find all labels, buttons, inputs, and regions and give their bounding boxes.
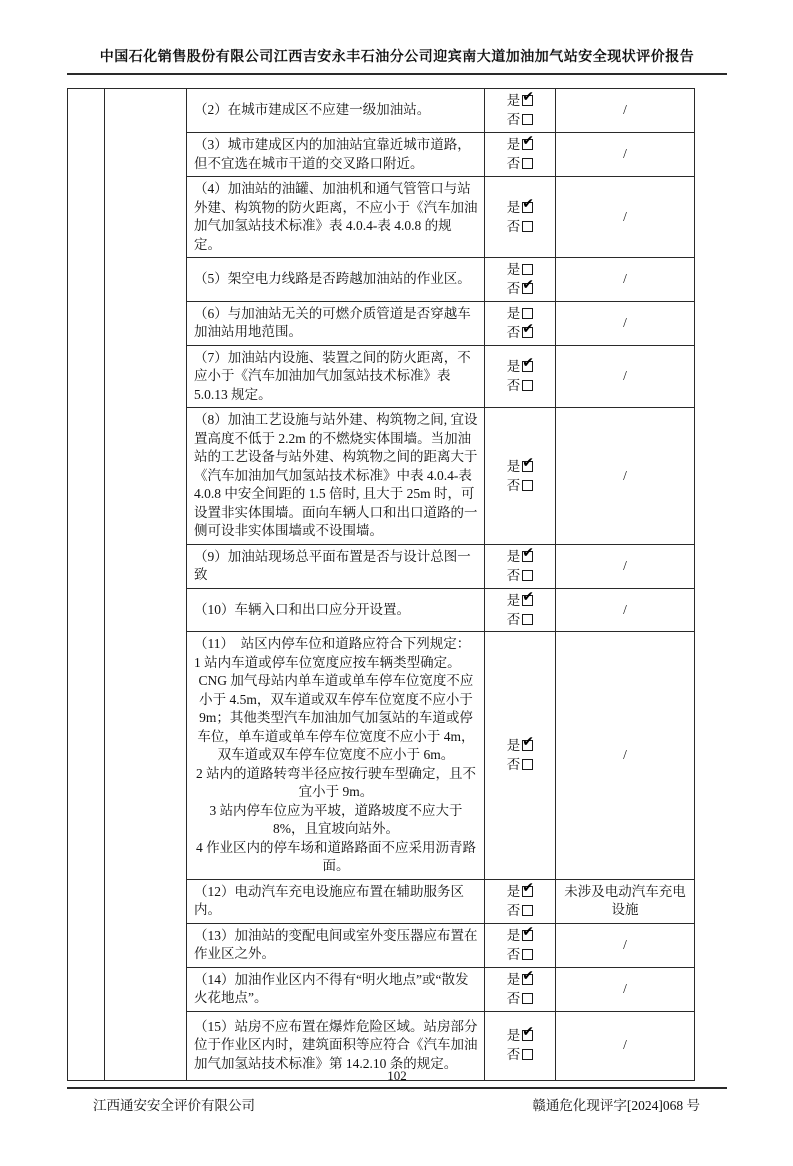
report-footer (67, 1068, 727, 1114)
no-option (507, 989, 534, 1008)
remark-cell: / (556, 177, 695, 258)
requirement-cell (187, 544, 485, 588)
requirement-text: CNG 加气母站内单车道或单车停车位宽度不应小于 4.5m，双车道或双车停车位宽度不应小于 9m；其他类型汽车加油加气加氢站的车道或停车位，单车道或单车停车位宽度不应小于 4m，双车道或双车停车位宽度不应小于 6m。 (197, 673, 477, 762)
remark-cell: / (556, 544, 695, 588)
yes-checkbox (522, 734, 534, 751)
requirement-text: （11） 站区内停车位和道路应符合下列规定： (194, 636, 471, 651)
yes-no-stack (507, 736, 534, 774)
yes-option-label: 是 (506, 927, 521, 943)
requirement-text: 2 站内的道路转弯半径应按行驶车型确定，且不宜小于 9m。 (195, 765, 477, 799)
yes-option-label: 是 (506, 548, 521, 564)
yes-checkbox (522, 1024, 534, 1041)
no-checkbox (522, 380, 533, 391)
no-checkbox (522, 277, 534, 294)
no-checkbox (522, 158, 533, 169)
no-option (507, 755, 534, 774)
yes-no-stack (507, 91, 534, 129)
footer-company: 江西通安安全评价有限公司 (93, 1098, 255, 1113)
yes-option-label: 是 (506, 738, 521, 753)
remark-cell: / (556, 133, 695, 177)
yes-no-stack (507, 135, 534, 173)
remark-cell: / (556, 345, 695, 408)
yes-option-label: 是 (506, 137, 521, 153)
yes-no-stack (507, 1026, 534, 1064)
yes-no-stack (506, 195, 534, 236)
yes-no-cell (485, 879, 556, 923)
no-option (506, 320, 534, 342)
checkmark-icon: ✔ (522, 967, 534, 984)
yes-no-stack (506, 454, 534, 495)
requirement-cell (187, 632, 485, 880)
yes-option (507, 91, 534, 110)
no-option-label: 否 (506, 567, 521, 583)
yes-checkbox (522, 588, 534, 606)
yes-option (506, 879, 534, 901)
requirement-cell (187, 258, 485, 302)
no-option (507, 110, 534, 129)
no-option-label: 否 (506, 156, 521, 172)
yes-no-stack (507, 304, 534, 342)
yes-no-cell (485, 588, 556, 632)
yes-option-label: 是 (506, 359, 521, 374)
no-checkbox (522, 1049, 533, 1060)
remark-cell: / (556, 301, 695, 345)
yes-option-label: 是 (506, 305, 521, 321)
checklist-table (67, 88, 695, 1081)
no-option-label: 否 (506, 902, 521, 918)
yes-checkbox (522, 967, 534, 985)
no-option (507, 945, 534, 964)
yes-checkbox (522, 544, 534, 562)
yes-no-cell (485, 632, 556, 880)
yes-checkbox (522, 133, 534, 150)
no-option (507, 476, 534, 495)
requirement-cell (187, 177, 485, 258)
no-option-label: 否 (506, 477, 521, 493)
remark-cell: / (556, 258, 695, 302)
checkmark-icon: ✔ (522, 89, 534, 106)
yes-checkbox (522, 308, 533, 319)
no-option (507, 566, 534, 585)
requirement-text: （15）站房不应布置在爆炸危险区域。站房部分位于作业区内时，建筑面积等应符合《汽车加油加气加氢站技术标准》第 14.2.10 条的规定。 (194, 1018, 478, 1071)
page-number: 102 (387, 1068, 407, 1083)
yes-option-label: 是 (506, 971, 521, 987)
yes-no-cell (485, 544, 556, 588)
yes-checkbox (522, 454, 534, 472)
yes-no-stack (507, 260, 534, 298)
no-option (507, 901, 534, 920)
remark-cell: 未涉及电动汽车充电设施 (556, 879, 695, 923)
yes-no-cell (485, 89, 556, 133)
no-checkbox (522, 480, 533, 491)
yes-option-label: 是 (506, 262, 521, 277)
yes-no-stack (506, 544, 534, 585)
yes-no-cell (485, 923, 556, 967)
yes-no-cell (485, 967, 556, 1011)
checklist-row (68, 89, 695, 133)
yes-option (507, 736, 534, 755)
yes-option-label: 是 (506, 592, 521, 608)
no-checkbox (522, 949, 533, 960)
no-checkbox (522, 905, 533, 916)
requirement-text: （13）加油站的变配电间或室外变压器应布置在作业区之外。 (194, 927, 478, 961)
yes-option (507, 1026, 534, 1045)
requirement-text: （12）电动汽车充电设施应布置在辅助服务区内。 (194, 883, 464, 917)
requirement-text: 4 作业区内的停车场和道路路面不应采用沥青路面。 (195, 839, 477, 873)
requirement-cell (187, 345, 485, 408)
report-page (0, 46, 793, 1166)
checkmark-icon: ✔ (522, 454, 534, 471)
remark-cell: / (556, 967, 695, 1011)
yes-no-cell (485, 133, 556, 177)
yes-option-label: 是 (506, 199, 521, 215)
requirement-text: （3）城市建成区内的加油站宜靠近城市道路，但不宜选在城市干道的交叉路口附近。 (194, 137, 471, 171)
spacer-col-2 (105, 89, 187, 1081)
requirement-text: （14）加油作业区内不得有“明火地点”或“散发火花地点”。 (194, 971, 469, 1005)
requirement-cell (187, 588, 485, 632)
requirement-text: （2）在城市建成区不应建一级加油站。 (194, 102, 431, 118)
checkmark-icon: ✔ (522, 1024, 534, 1041)
yes-checkbox (522, 264, 533, 275)
no-checkbox (522, 570, 533, 581)
checkmark-icon: ✔ (522, 544, 534, 561)
checkmark-icon: ✔ (522, 588, 534, 605)
checkmark-icon: ✔ (522, 923, 534, 940)
checkmark-icon: ✔ (522, 277, 534, 293)
no-option-label: 否 (506, 1047, 521, 1063)
requirement-cell (187, 133, 485, 177)
requirement-text: （4）加油站的油罐、加油机和通气管管口与站外建、构筑物的防火距离，不应小于《汽车加油加气加氢站技术标准》表 4.0.4-表 4.0.8 的规定。 (194, 181, 478, 252)
report-header (67, 46, 727, 75)
requirement-cell (187, 89, 485, 133)
page-title: 中国石化销售股份有限公司江西吉安永丰石油分公司迎宾南大道加油加气站安全现状评价报告 (99, 50, 695, 65)
requirement-cell (187, 879, 485, 923)
no-option (507, 217, 534, 236)
yes-no-stack (506, 923, 534, 964)
yes-option (506, 454, 534, 476)
no-option-label: 否 (506, 324, 521, 340)
no-option (507, 376, 534, 395)
no-option-label: 否 (506, 378, 521, 393)
checkmark-icon: ✔ (522, 133, 534, 150)
no-option-label: 否 (506, 281, 521, 296)
no-checkbox (522, 221, 533, 232)
spacer-col-1 (68, 89, 105, 1081)
requirement-text: （8）加油工艺设施与站外建、构筑物之间, 宜设置高度不低于 2.2m 的不燃烧实体围墙。当加油站的工艺设备与站外建、构筑物之间的距离大于《汽车加油加气加氢站技术标准》中表 4.0.4-表 4.0.8 中安全间距的 1.5 倍时, 且大于 25m 时，可设置非实体围墙。面向车辆人口和出口道路的一侧可设非实体围墙或不设围墙。 (194, 412, 478, 538)
no-checkbox (522, 759, 533, 770)
yes-option-label: 是 (506, 1028, 521, 1044)
no-option (507, 154, 534, 173)
yes-checkbox (522, 89, 534, 106)
yes-no-cell (485, 345, 556, 408)
no-checkbox (522, 320, 534, 338)
no-checkbox (522, 614, 533, 625)
no-option (507, 1045, 534, 1064)
yes-option (506, 967, 534, 989)
yes-checkbox (522, 923, 534, 941)
remark-cell: / (556, 408, 695, 545)
yes-option-label: 是 (506, 458, 521, 474)
yes-no-cell (485, 301, 556, 345)
yes-option (506, 588, 534, 610)
requirement-text: 1 站内车道或停车位宽度应按车辆类型确定。 (194, 654, 461, 670)
yes-no-stack (506, 879, 534, 920)
no-option (507, 610, 534, 629)
yes-checkbox (522, 195, 534, 213)
requirement-cell (187, 967, 485, 1011)
remark-cell: / (556, 89, 695, 133)
yes-option (507, 357, 534, 376)
yes-option-label: 是 (506, 883, 521, 899)
yes-checkbox (522, 355, 534, 372)
yes-option (506, 923, 534, 945)
yes-option-label: 是 (506, 93, 521, 109)
yes-option (507, 135, 534, 154)
yes-no-cell (485, 177, 556, 258)
requirement-text: （9）加油站现场总平面布置是否与设计总图一致 (194, 548, 471, 582)
requirement-text: （6）与加油站无关的可燃介质管道是否穿越车加油站用地范围。 (194, 305, 471, 339)
no-checkbox (522, 114, 533, 125)
no-option-label: 否 (506, 112, 521, 128)
requirement-cell (187, 408, 485, 545)
yes-checkbox (522, 879, 534, 897)
remark-cell: / (556, 588, 695, 632)
footer-row (67, 1089, 727, 1114)
checkmark-icon: ✔ (522, 195, 534, 212)
requirement-text: 3 站内停车位应为平坡，道路坡度不应大于 8%，且宜坡向站外。 (209, 802, 466, 836)
requirement-text: （10）车辆入口和出口应分开设置。 (194, 601, 410, 617)
yes-option (506, 544, 534, 566)
yes-no-stack (506, 967, 534, 1008)
yes-no-stack (507, 357, 534, 395)
no-checkbox (522, 993, 533, 1004)
remark-cell: / (556, 923, 695, 967)
checkmark-icon: ✔ (522, 734, 534, 750)
requirement-cell (187, 923, 485, 967)
checkmark-icon: ✔ (522, 320, 534, 337)
remark-cell: / (556, 632, 695, 880)
footer-doc-number: 赣通危化现评字[2024]068 号 (532, 1098, 700, 1113)
requirement-text: （7）加油站内设施、装置之间的防火距离，不应小于《汽车加油加气加氢站技术标准》表 5.0.13 规定。 (194, 349, 471, 402)
requirement-cell (187, 301, 485, 345)
yes-no-cell (485, 258, 556, 302)
yes-option (506, 195, 534, 217)
no-option (507, 279, 534, 298)
yes-no-stack (506, 588, 534, 629)
no-option-label: 否 (506, 611, 521, 627)
checkmark-icon: ✔ (522, 879, 534, 896)
yes-no-cell (485, 408, 556, 545)
remark-cell: / (556, 1011, 695, 1080)
requirement-text: （5）架空电力线路是否跨越加油站的作业区。 (194, 271, 471, 286)
no-option-label: 否 (506, 946, 521, 962)
checkmark-icon: ✔ (522, 355, 534, 371)
no-option-label: 否 (506, 990, 521, 1006)
no-option-label: 否 (506, 757, 521, 772)
no-option-label: 否 (506, 218, 521, 234)
